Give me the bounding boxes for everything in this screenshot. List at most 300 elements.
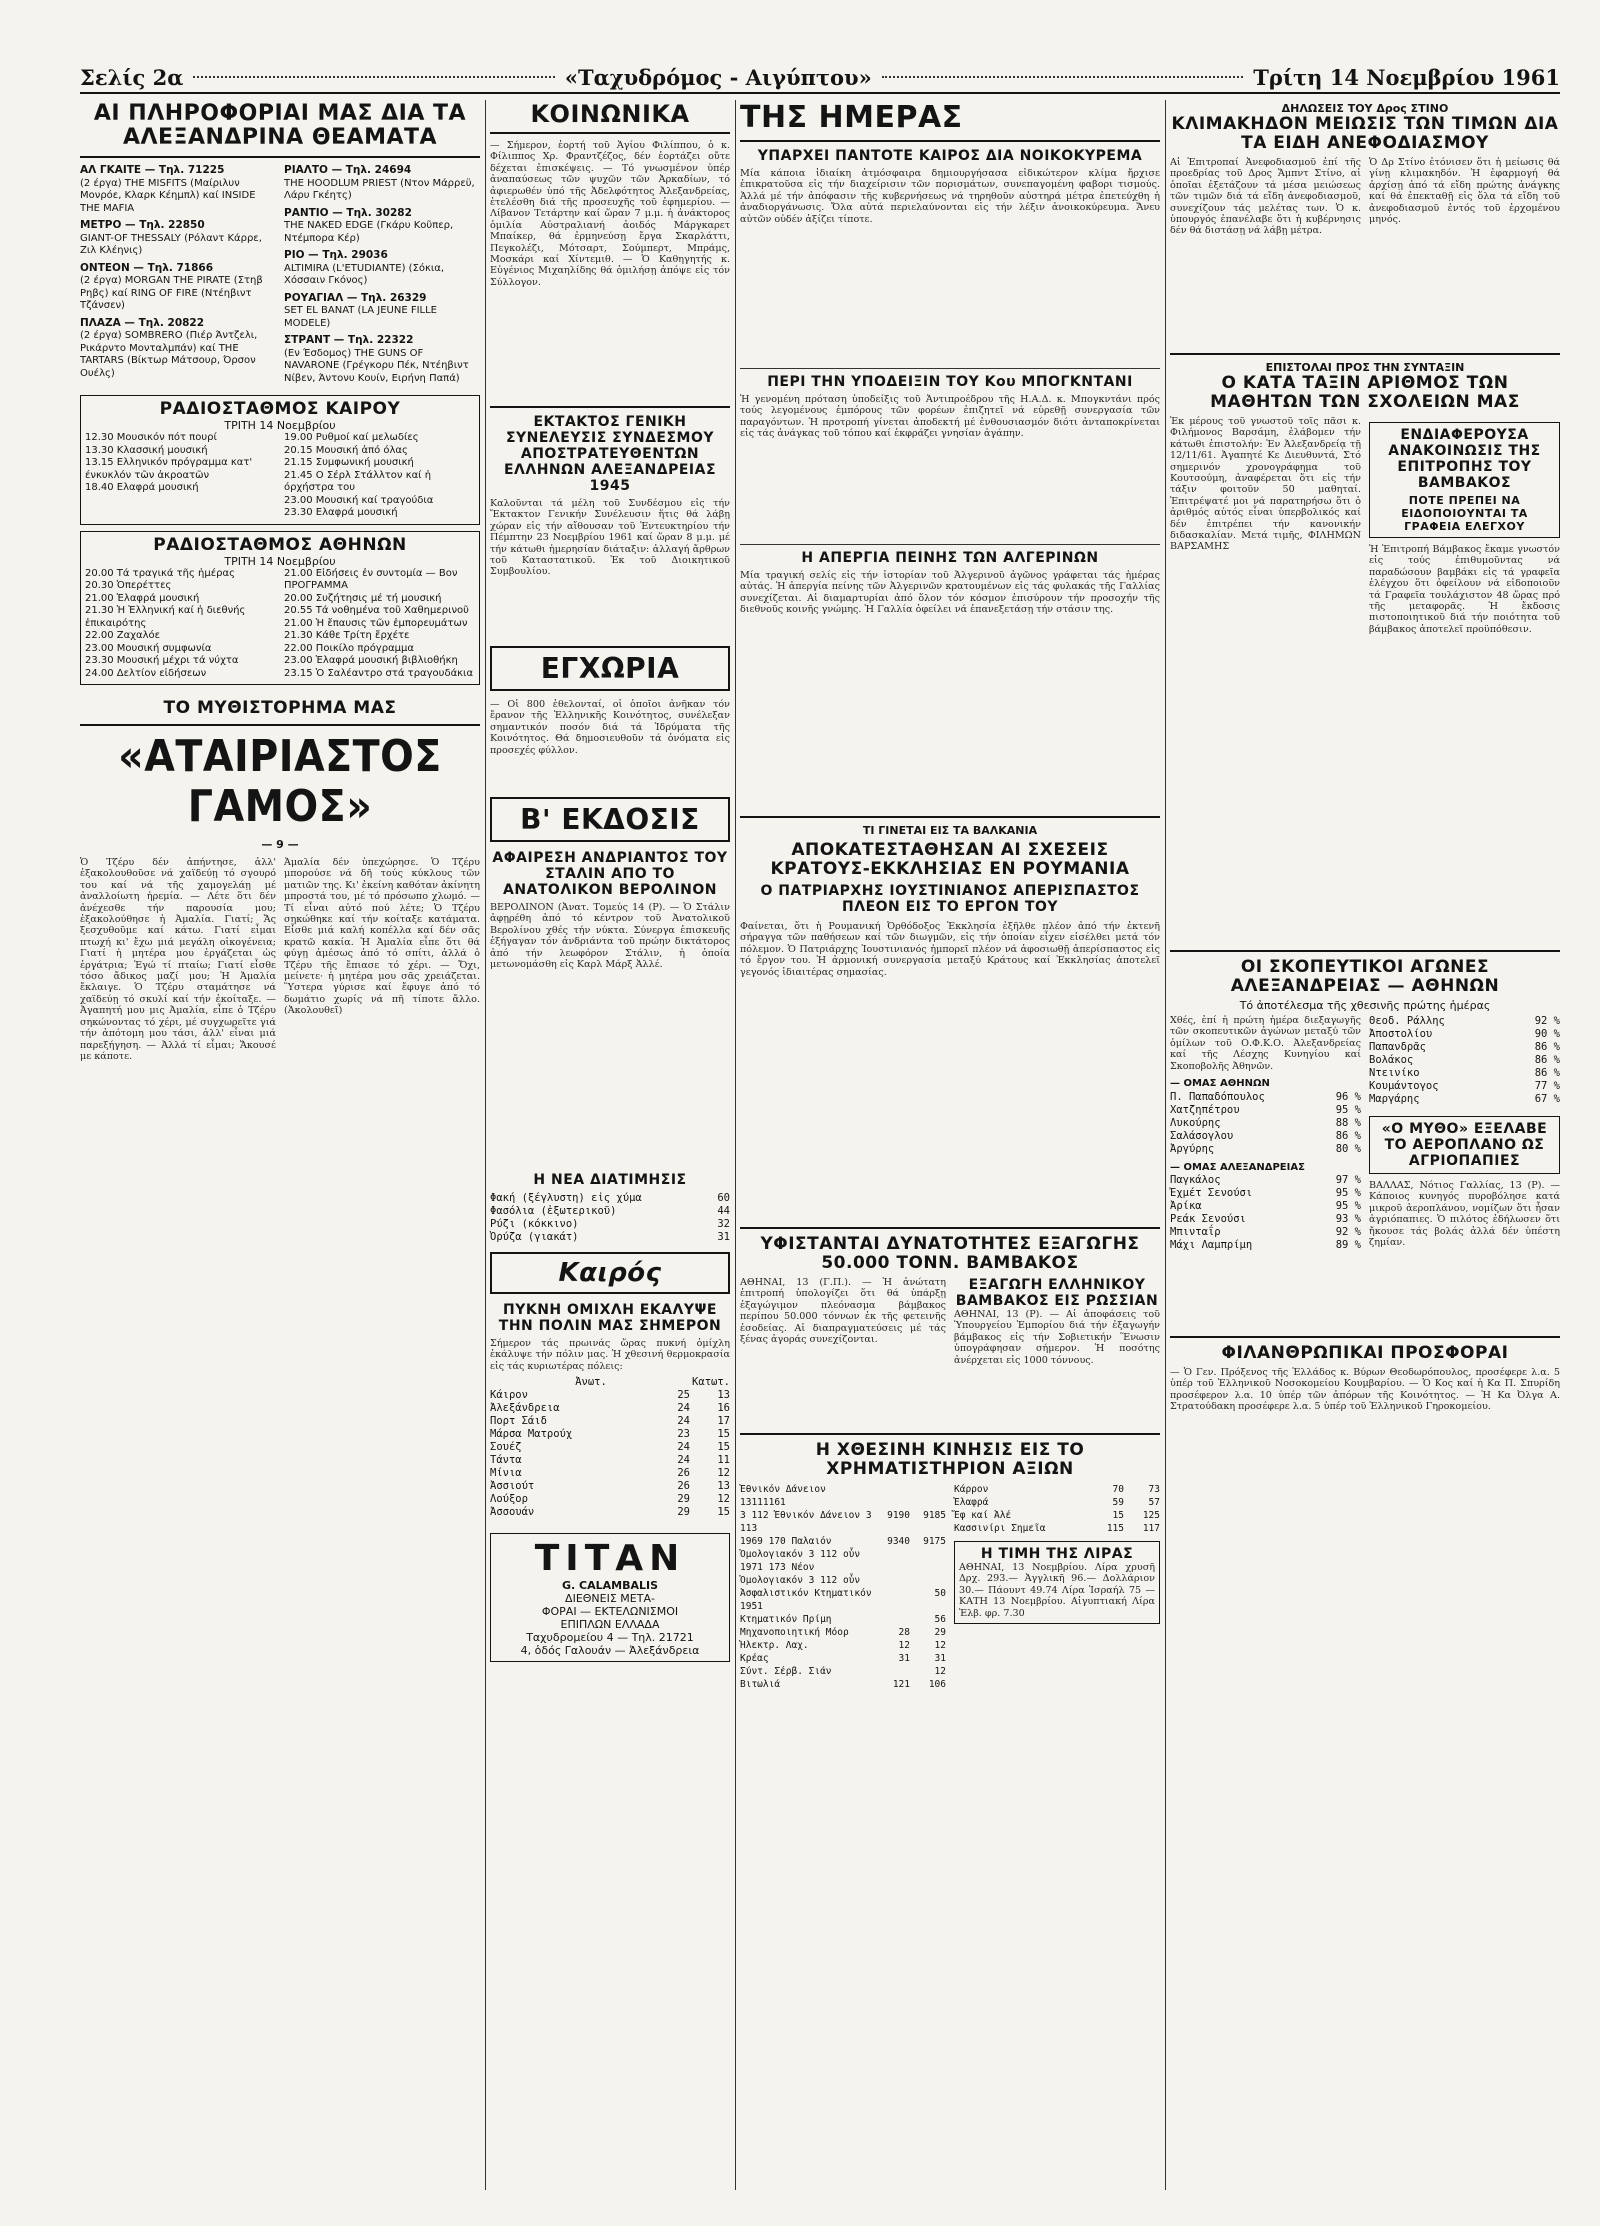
score-name: Π. Παπαδόπουλος	[1170, 1090, 1265, 1103]
titan-ad-line: Ταχυδρομείου 4 — Τηλ. 21721	[526, 1631, 694, 1645]
cinema-item	[284, 207, 480, 246]
score-group-label: — ΟΜΑΣ ΑΘΗΝΩΝ	[1170, 1078, 1270, 1090]
column-rule	[735, 100, 736, 2190]
stalin-text: ΒΕΡΟΛΙΝΟΝ (Ἀνατ. Τομεύς 14 (Ρ). — Ὁ Στάλιν ἀφῃρέθη ἀπό τό κέντρον τοῦ Ἀνατολικοῦ Βερολίνου χθές τήν νύκτα. Σύνεργα ἐπισκευῆς ἐξήγαγαν τόν ἀνδριάντα τοῦ πρώην δικτάτορος ἀπό τήν λεωφόρον Στάλιν, ἡ ὁποία μετωνομάσθη εἰς Καρλ Μάρξ Ἀλλέ.	[490, 902, 730, 971]
radio-athens-title: ΡΑΔΙΟΣΤΑΘΜΟΣ ΑΘΗΝΩΝ	[153, 534, 407, 555]
section-title: ΤΗΣ ΗΜΕΡΑΣ	[740, 100, 963, 135]
radio-program-item: 12.30 Μουσικόν πότ πουρί	[85, 432, 217, 443]
stock-value-a: 59	[1112, 1497, 1124, 1508]
stock-value-b: 106	[928, 1679, 946, 1690]
cinema-name: ΟΝΤΕΟΝ — Τηλ. 71866	[80, 261, 214, 274]
radio-program-item: 21.00 Ἐλαφρά μουσική	[85, 592, 200, 604]
score-name: Ἀποστολίου	[1369, 1028, 1433, 1040]
social-text: — Σήμερον, ἑορτή τοῦ Ἁγίου Φιλίππου, ὁ κ. Φίλιππος Χρ. Φραντζέζος, δέν ἑορτάζει οὔτε δέχεται ἐπισκέψεις. — Τό γνωσμένον ὑπέρ ἀναπαύσεως τῶν ψυχῶν τῶν Ἀρκαδίων, τό ἀφιερωθέν ὑπό τῆς Ἀδελφότητος Ἀλεξανδρείας, ἐτελέσθη διά τῆς προσευχῆς τοῦ ἐφημερίου. — Λίβανον Τετάρτην καί ὥραν 7 μ.μ. ἡ ἀνάκτορος ὁμιλία Αὐστραλιανή ἀοιδός Μάργκαρετ Μπαίκερ, θά ἐρμηνεύσῃ ἔργα Σκαρλάττι, Πεγκολέζι, Μότσαρτ, Σούμπερτ, Μπράμς, Μοσκάρι καί Χίντεμιθ. — Ὁ Καθηγητής κ. Εὐγένιος Μιχαηλίδης θά ὁμιλήσῃ ἀπόψε εἰς τόν Σύλλογον.	[490, 140, 730, 288]
score-value: 95 %	[1335, 1187, 1361, 1200]
score-name: Ντεινίκο	[1369, 1067, 1420, 1079]
radio-program-item: 22.00 Ζαχαλόε	[85, 630, 161, 641]
meeting-title: ΕΚΤΑΚΤΟΣ ΓΕΝΙΚΗ ΣΥΝΕΛΕΥΣΙΣ ΣΥΝΔΕΣΜΟΥ ΑΠΟΣΤΡΑΤΕΥΘΕΝΤΩΝ ΕΛΛΗΝΩΝ ΑΛΕΞΑΝΔΡΕΙΑΣ 1945	[503, 414, 717, 494]
score-value: 96 %	[1335, 1090, 1361, 1103]
score-value: 67 %	[1534, 1093, 1560, 1105]
stock-row	[740, 1535, 946, 1561]
score-name: Ἀρίκα	[1170, 1200, 1202, 1213]
radio-program-item: 23.30 Ελαφρά μουσική	[284, 507, 398, 518]
stock-value-b: 73	[1148, 1484, 1160, 1495]
social-title: ΚΟΙΝΩΝΙΚΑ	[530, 100, 690, 128]
titan-ad-line: 4, ὁδός Γαλουάν — Ἀλεξάνδρεια	[520, 1644, 700, 1658]
weather-city: Τάντα	[490, 1454, 522, 1467]
cinema-name: ΑΛ ΓΚΑΙΤΕ — Τηλ. 71225	[80, 164, 225, 176]
radio-program-item: 13.30 Κλασσική μουσική	[85, 444, 208, 456]
cotton-notice-text: Ἡ Ἐπιτροπή Βάμβακος ἔκαμε γνωστόν εἰς τούς ἐπιθυμοῦντας νά παραδώσουν βαμβάκι εἰς τά γραφεῖα ἐλέγχου ὅτι ὀφείλουν νά εἰδοποιοῦν τά Γραφεῖα τουλάχιστον 48 ὥρας πρό τῆς μεταφορᾶς. Ἡ ἔκδοσις πιστοποιητικοῦ διά τήν ποιότητα τοῦ βάμβακος ἀποτελεῖ προϋπόθεσιν.	[1369, 544, 1560, 635]
stock-row	[954, 1496, 1160, 1509]
cinema-name: ΠΛΑΖΑ — Τηλ. 20822	[80, 316, 205, 329]
stock-name: 1971 173 Νέον Ὁμολογιακόν 3 112 οὖν	[740, 1562, 861, 1586]
price-value: 60	[717, 1192, 730, 1204]
score-row	[1170, 1130, 1361, 1143]
score-row	[1369, 1054, 1560, 1067]
new-prices-list	[490, 1192, 730, 1244]
stock-title: Η ΧΘΕΣΙΝΗ ΚΙΝΗΣΙΣ ΕΙΣ ΤΟ ΧΡΗΜΑΤΙΣΤΗΡΙΟΝ ΑΞΙΩΝ	[815, 1440, 1085, 1479]
score-row	[1170, 1239, 1361, 1252]
weather-row	[490, 1454, 730, 1467]
weather-row	[490, 1506, 730, 1519]
stock-value-b: 117	[1142, 1523, 1160, 1534]
weather-high: 23	[677, 1428, 690, 1441]
stock-value-b	[910, 1561, 946, 1587]
cinema-name: ΡΟΥΑΓΙΑΛ — Τηλ. 26329	[284, 291, 427, 304]
gold-box	[954, 1541, 1160, 1624]
score-row	[1170, 1226, 1361, 1239]
weather-low: 15	[717, 1428, 730, 1441]
stock-value-a	[874, 1613, 910, 1626]
weather-city: Ἀλεξάνδρεια	[490, 1402, 560, 1415]
myth-text: ΒΑΛΛΑΣ, Νότιος Γαλλίας, 13 (Ρ). — Κάποιος κυνηγός πυροβόλησε κατά μικροῦ ἀεροπλάνου, νομίζων ὅτι ἦσαν ἀγριόπαπιες. Ὁ πιλότος ἐδήλωσεν ὅτι ἤκουσε τάς βολάς ἀλλά δέν ὑπέστη ζημίαν.	[1369, 1180, 1560, 1249]
stock-value-b: 12	[934, 1666, 946, 1677]
score-name: Κουμάντογος	[1369, 1080, 1439, 1092]
cinema-desc: SET EL BANAT (LA JEUNE FILLE MODELE)	[284, 305, 438, 329]
weather-high: 25	[677, 1389, 690, 1402]
cinema-desc: (2 έργα) THE MISFITS (Μαίριλυν Μονρόε, Κλαρκ Κέημπλ) καί INSIDE THE MAFIA	[80, 177, 256, 214]
weather-high: 26	[677, 1467, 690, 1480]
radio-athens-box	[80, 531, 480, 686]
titan-ad-line: ΦΟΡΑΙ — ΕΚΤΕΛΩΝΙΣΜΟΙ	[541, 1605, 679, 1619]
cinema-listings	[80, 164, 480, 389]
cinema-name: ΡΑΝΤΙΟ — Τηλ. 30282	[284, 206, 412, 219]
score-row	[1369, 1041, 1560, 1054]
column-1	[80, 102, 480, 1927]
weather-high: 26	[677, 1480, 690, 1493]
cinema-desc: ALTIMIRA (L'ETUDIANTE) (Σόκια, Χόσσαιν Γκόνος)	[284, 262, 445, 286]
score-row	[1170, 1117, 1361, 1130]
price-value: 31	[717, 1231, 730, 1243]
weather-city: Ἀσσουάν	[490, 1506, 535, 1519]
radio-program-item: 23.00 Ἐλαφρά μουσική βιβλιοθήκη	[284, 655, 458, 666]
stock-row	[740, 1639, 946, 1652]
shooting-sub: Τό ἀποτέλεσμα τῆς χθεσινῆς πρώτης ἡμέρας	[1239, 999, 1491, 1012]
titan-ad-name: ΤΙΤΑΝ	[534, 1538, 686, 1580]
cinema-item	[80, 219, 276, 258]
cinema-name: ΡΙΑΛΤΟ — Τηλ. 24694	[284, 164, 412, 176]
shooting-scores	[1170, 1078, 1361, 1252]
radio-program-item: 20.00 Τά τραγικά τῆς ἡμέρας	[85, 567, 235, 579]
letters-label: ΕΠΙΣΤΟΛΑΙ ΠΡΟΣ ΤΗΝ ΣΥΝΤΑΞΙΝ	[1265, 361, 1465, 374]
stock-value-a	[874, 1665, 910, 1678]
stock-value-b: 56	[934, 1614, 946, 1625]
radio-program-item: 20.30 Ὀπερέττες	[85, 580, 172, 591]
weather-city: Λούξορ	[490, 1493, 528, 1506]
weather-low: 16	[717, 1402, 730, 1415]
column-4	[1170, 102, 1560, 1547]
weather-row	[490, 1467, 730, 1480]
radio-program-item: 18.40 Ελαφρά μουσική	[85, 482, 199, 493]
stino-title: ΚΛΙΜΑΚΗΔΟΝ ΜΕΙΩΣΙΣ ΤΩΝ ΤΙΜΩΝ ΔΙΑ ΤΑ ΕΙΔΗ ΑΝΕΦΟΔΙΑΣΜΟΥ	[1171, 114, 1559, 153]
weather-headline: ΠΥΚΝΗ ΟΜΙΧΛΗ ΕΚΑΛΥΨΕ ΤΗΝ ΠΟΛΙΝ ΜΑΣ ΣΗΜΕΡΟΝ	[498, 1302, 722, 1334]
weather-city: Ἀσσιούτ	[490, 1480, 535, 1493]
stock-value-b: 125	[1142, 1510, 1160, 1521]
masthead	[80, 62, 1560, 94]
weather-row	[490, 1480, 730, 1493]
weather-city: Σουέζ	[490, 1441, 522, 1454]
cinema-desc: (2 έργα) MORGAN THE PIRATE (Στηβ Ρηβς) καί RING OF FIRE (Ντέηβιντ Τζάνσεν)	[80, 275, 263, 311]
weather-city: Πορτ Σάιδ	[490, 1415, 547, 1428]
letters-text: Ἐκ μέρους τοῦ γνωστοῦ τοῖς πᾶσι κ. Φιλήμονος Βαρσάμη, ἐλάβομεν τήν κάτωθι ἐπιστολήν: Ἐν Ἀλεξανδρείᾳ τῇ 12/11/61. Ἀγαπητέ Κε Διευθυντά, Στό σημερινόν χρονογράφημα τοῦ Κουτσούμη, ἀναφέρεται ὅτι εἰς τήν τάξιν φοιτοῦν 50 μαθηταί. Ἐπιτρέψατέ μοι νά παρατηρήσω ὅτι ὁ ἀριθμός αὐτός εἶναι ὑπερβολικός καί δέν ἐπιτρέπει τήν κανονικήν διδασκαλίαν. Μετά τιμῆς, ΦΙΛΗΜΩΝ ΒΑΡΣΑΜΗΣ	[1170, 416, 1361, 553]
stock-value-b: 12	[934, 1640, 946, 1651]
weather-low: 12	[717, 1493, 730, 1506]
stock-row	[740, 1665, 946, 1678]
radio-cairo-title: ΡΑΔΙΟΣΤΑΘΜΟΣ ΚΑΙΡΟΥ	[159, 399, 401, 419]
radio-program-item: 20.15 Μουσική ἀπό όλας	[284, 444, 408, 456]
issue-date: Τρίτη 14 Νοεμβρίου 1961	[1253, 64, 1560, 90]
stock-value-b: 50	[934, 1588, 946, 1599]
price-item: Φασόλια (ἐξωτερικοῦ)	[490, 1205, 617, 1217]
price-value: 32	[717, 1218, 730, 1230]
stock-name: 3 112 Ἐθνικόν Δάνειον 3 113	[740, 1510, 872, 1534]
stock-value-a: 31	[898, 1653, 910, 1664]
weather-row	[490, 1402, 730, 1415]
score-value: 86 %	[1534, 1041, 1560, 1053]
weather-low: 15	[717, 1441, 730, 1454]
stock-value-b: 9175	[923, 1536, 946, 1547]
cinema-desc: GIANT-OF THESSALY (Ρόλαντ Κάρρε, Ζιλ Κλέηνις)	[80, 232, 262, 256]
score-row	[1369, 1028, 1560, 1041]
score-row	[1369, 1080, 1560, 1093]
radio-cairo-date: ΤΡΙΤΗ 14 Νοεμβρίου	[224, 419, 336, 432]
weather-low: 17	[717, 1415, 730, 1428]
score-row	[1170, 1213, 1361, 1226]
myth-box	[1369, 1116, 1560, 1174]
novel-part: — 9 —	[261, 838, 299, 851]
balkans-label: ΤΙ ΓΙΝΕΤΑΙ ΕΙΣ ΤΑ ΒΑΛΚΑΝΙΑ	[862, 824, 1038, 837]
score-row	[1369, 1093, 1560, 1106]
titan-ad-sub: G. CALAMBALIS	[561, 1579, 658, 1593]
score-row	[1170, 1174, 1361, 1187]
score-name: Ἐχμέτ Σενούσι	[1170, 1187, 1253, 1200]
score-value: 92 %	[1534, 1015, 1560, 1027]
score-row	[1170, 1091, 1361, 1104]
stock-row	[954, 1522, 1160, 1535]
stalin-headline: ΑΦΑΙΡΕΣΗ ΑΝΔΡΙΑΝΤΟΣ ΤΟΥ ΣΤΑΛΙΝ ΑΠΟ ΤΟ ΑΝΑΤΟΛΙΚΟΝ ΒΕΡΟΛΙΝΟΝ	[492, 850, 728, 898]
radio-athens-date: ΤΡΙΤΗ 14 Νοεμβρίου	[224, 554, 336, 568]
stock-name: Κτηματικόν Πρίμη	[740, 1614, 832, 1625]
gold-title: Η ΤΙΜΗ ΤΗΣ ΛΙΡΑΣ	[980, 1546, 1134, 1562]
stock-row	[740, 1652, 946, 1665]
stock-row	[740, 1483, 946, 1509]
cinema-item	[284, 249, 480, 288]
radio-program-item: 21.00 Εἰδήσεις ἐν συντομία — Βον ΠΡΟΓΡΑΜΜΑ	[284, 567, 458, 591]
meeting-text: Καλοῦνται τά μέλη τοῦ Συνδέσμου εἰς τήν Ἔκτακτον Γενικήν Συνέλευσιν ἥτις θά λάβῃ χώραν εἰς τήν αἴθουσαν τοῦ Ἐντευκτηρίου τήν Πέμπτην 23 Νοεμβρίου 1961 καί ὥραν 8 μ.μ. μέ τήν κάτωθι ἡμερησίαν διάταξιν: ἀλλαγή ἄρθρων τοῦ Καταστατικοῦ. Ἐκ τοῦ Διοικητικοῦ Συμβουλίου.	[490, 498, 730, 578]
cinema-item	[284, 292, 480, 331]
weather-low: 11	[717, 1454, 730, 1467]
radio-program-item: 24.00 Δελτίον εἰδήσεων	[85, 667, 207, 679]
stock-row	[740, 1587, 946, 1613]
local-news-text: — Οἱ 800 ἐθελονταί, οἱ ὁποῖοι ἀνῆκαν τόν ἔρανον τῆς Ἑλληνικῆς Κοινότητος, συνέλεξαν σημαντικόν ποσόν διά τά Ἱδρύματα τῆς Κοινότητος. Θά δημοσιευθοῦν τά ὀνόματα εἰς προσεχές φύλλον.	[490, 699, 730, 756]
local-news-brand: ΕΓΧΩΡΙΑ	[490, 646, 730, 691]
stock-name: Ἀσφαλιστικόν Κτηματικόν 1951	[740, 1588, 872, 1612]
score-name: Μπινταΐρ	[1170, 1226, 1221, 1239]
charity-title: ΦΙΛΑΝΘΡΩΠΙΚΑΙ ΠΡΟΣΦΟΡΑΙ	[1221, 1343, 1509, 1363]
weather-high: 24	[677, 1441, 690, 1454]
weather-high: 24	[677, 1402, 690, 1415]
weather-low: 13	[717, 1389, 730, 1402]
article-3-text: Μία τραγική σελίς εἰς τήν ἱστορίαν τοῦ Ἀλγερινοῦ ἀγῶνος γράφεται τάς ἡμέρας αὐτάς. Ἡ ἀπεργία πείνης τῶν Ἀλγερινῶν κρατουμένων εἰς τάς φυλακάς τῆς Γαλλίας συνεχίζεται. Αἱ διαμαρτυρίαι ἀπό ὅλον τόν κόσμον ἐπισύρουν τήν προσοχήν τῆς διεθνοῦς κοινῆς γνώμης. Ἡ Γαλλία ὀφείλει νά ἐπανεξετάσῃ τήν στάσιν της.	[740, 570, 1160, 616]
cinema-item	[80, 164, 276, 215]
second-edition-brand: Β' ΕΚΔΟΣΙΣ	[490, 797, 730, 842]
weather-city: Μάρσα Ματρούχ	[490, 1428, 573, 1441]
stock-table-right	[954, 1483, 1160, 1535]
stino-text-left: Αἱ Ἐπιτροπαί Ἀνεφοδιασμοῦ ἐπί τῆς προεδρίας τοῦ Δρος Ἄμπντ Στίνο, αἱ ὁποῖαι ἐξετάζουν τά μέσα μειώσεως τῶν τιμῶν διά τά εἴδη ἀνεφοδιασμοῦ, συνεχίζουν τάς μελέτας των. Ὁ κ. ὑπουργός ἐπανέλαβε ὅτι ἡ κυβέρνησις δέν θά διστάσῃ νά λάβῃ μέτρα.	[1170, 157, 1361, 237]
weather-low: 13	[717, 1480, 730, 1493]
score-row	[1170, 1104, 1361, 1117]
weather-high: 29	[677, 1493, 690, 1506]
stock-value-b: 57	[1148, 1497, 1160, 1508]
new-prices-title: Η ΝΕΑ ΔΙΑΤΙΜΗΣΙΣ	[533, 1172, 687, 1188]
stock-row	[740, 1626, 946, 1639]
cotton-russia-title: ΕΞΑΓΩΓΗ ΕΛΛΗΝΙΚΟΥ ΒΑΜΒΑΚΟΣ ΕΙΣ ΡΩΣΣΙΑΝ	[955, 1277, 1159, 1309]
score-value: 93 %	[1335, 1213, 1361, 1226]
weather-row	[490, 1493, 730, 1506]
charity-text: — Ὁ Γεν. Πρόξενος τῆς Ἑλλάδος κ. Βύρων Θεοδωρόπουλος, προσέφερε λ.α. 5 ὑπέρ τοῦ Ἑλληνικοῦ Νοσοκομείου Κουμβαρίου. — Ὁ Κος καί ἡ Κα Π. Σπυρίδη προσέφερον λ.α. 10 ὑπέρ τῶν ἀπόρων τῆς Κοινότητος. — Ἡ Κα Ὀλγα Α. Στρατούδακη προσέφερε λ.α. 5 ὑπέρ τοῦ Ἑλληνικοῦ Γηροκομείου.	[1170, 1367, 1560, 1413]
score-value: 86 %	[1335, 1129, 1361, 1142]
score-row	[1170, 1143, 1361, 1156]
cotton-notice-box	[1369, 422, 1560, 538]
article-2-title: ΠΕΡΙ ΤΗΝ ΥΠΟΔΕΙΞΙΝ ΤΟΥ Κου ΜΠΟΓΚΝΤΑΝΙ	[767, 374, 1133, 390]
score-value: 92 %	[1335, 1226, 1361, 1239]
myth-title: «Ο ΜΥΘΟ» ΕΞΕΛΑΒΕ ΤΟ ΑΕΡΟΠΛΑΝΟ ΩΣ ΑΓΡΙΟΠΑΠΙΕΣ	[1381, 1121, 1548, 1169]
cinema-desc: (2 έργα) SOMBRERO (Πιέρ Άντζελι, Ρικάρντο Μονταλμπάν) καί THE TARTARS (Βίκτωρ Μάτσουρ, Όρσον Ουέλς)	[80, 330, 258, 379]
weather-brand: Καιρός	[490, 1252, 730, 1294]
cinema-desc: THE NAKED EDGE (Γκάρυ Κοῦπερ, Ντέμπορα Κέρ)	[284, 220, 454, 244]
article-1-text: Μία κάποια ἰδιαίκη ἀτμόσφαιρα δημιουργήσασα εἰδικώτερον κλίμα ἤρχισε ἐπικρατοῦσα εἰς τήν διαχείρισιν τῶν πορισμάτων, συνεπαγομένη φαβορι τισμούς. Ἀλλά μέ τήν ἀπόφασιν τῆς κυβερνήσεως νά τηρηθοῦν αὐστηρά μέτρα ἐπετεύχθη ἡ ἀναδιοργάνωσις. Ὄλα αὐτά περιελαύνονται εἰς τήν λέξιν ἀνοικοκύρευμα. Ἄνευ αὐτῶν οὐδέν ἀξίζει τίποτε.	[740, 168, 1160, 225]
weather-city: Μίνια	[490, 1467, 522, 1480]
stock-value-a: 115	[1106, 1523, 1124, 1534]
cotton-notice-sub: ΠΟΤΕ ΠΡΕΠΕΙ ΝΑ ΕΙΔΟΠΟΙΟΥΝΤΑΙ ΤΑ ΓΡΑΦΕΙΑ ΕΛΕΓΧΟΥ	[1401, 494, 1528, 533]
price-item: Φακή (ξέγλυστη) εἰς χύμα	[490, 1192, 642, 1204]
stock-value-b	[910, 1483, 946, 1509]
stock-value-a	[874, 1483, 910, 1509]
stock-name: Κάρρον	[954, 1484, 989, 1495]
page-number: Σελίς 2α	[80, 64, 184, 90]
cinema-name: ΜΕΤΡΟ — Τηλ. 22850	[80, 219, 205, 231]
score-group-label: — ΟΜΑΣ ΑΛΕΞΑΝΔΡΕΙΑΣ	[1170, 1161, 1305, 1173]
cotton-export-title: ΥΦΙΣΤΑΝΤΑΙ ΔΥΝΑΤΟΤΗΤΕΣ ΕΞΑΓΩΓΗΣ 50.000 ΤΟΝΝ. ΒΑΜΒΑΚΟΣ	[760, 1234, 1140, 1273]
radio-program-item: 20.55 Τά νοθημένα τοῦ Χαθημερινοῦ	[284, 605, 469, 616]
stock-value-a: 15	[1112, 1510, 1124, 1521]
score-name: Λυκούρης	[1170, 1116, 1221, 1129]
radio-program-item: 21.00 Ἡ ἔπαυσις τῶν ἐμπορευμάτων	[284, 617, 468, 629]
score-name: Θεοδ. Ράλλης	[1369, 1015, 1445, 1027]
score-value: 95 %	[1335, 1200, 1361, 1213]
price-row	[490, 1231, 730, 1244]
stock-value-a: 28	[898, 1627, 910, 1638]
stock-value-b: 29	[934, 1627, 946, 1638]
shooting-scores-right	[1369, 1015, 1560, 1106]
column-rule	[485, 100, 486, 2190]
stock-value-a: 9340	[887, 1536, 910, 1547]
stock-value-a: 121	[892, 1679, 910, 1690]
score-name: Μάχι Λαμπρίμη	[1170, 1239, 1253, 1252]
score-name: Ἀργύρης	[1170, 1142, 1215, 1155]
weather-table	[490, 1376, 730, 1519]
cinema-name: ΡΙΟ — Τηλ. 29036	[284, 249, 388, 261]
price-item: Ρύζι (κόκκινο)	[490, 1218, 579, 1230]
shooting-title: ΟΙ ΣΚΟΠΕΥΤΙΚΟΙ ΑΓΩΝΕΣ ΑΛΕΞΑΝΔΡΕΙΑΣ — ΑΘΗΝΩΝ	[1230, 957, 1500, 996]
score-name: Ρεάκ Σενούσι	[1170, 1213, 1246, 1226]
weather-low: 12	[717, 1467, 730, 1480]
stock-name: Βιτωλιά	[740, 1679, 781, 1690]
weather-header-cell: Κατωτ.	[692, 1376, 730, 1389]
radio-program-item: 21.30 Ἡ Ἑλληνική καί ἡ διεθνής ἐπικαιρότης	[85, 605, 246, 629]
radio-program-item: 21.30 Κάθε Τρίτη ἔρχέτε	[284, 630, 410, 641]
radio-program-item: 21.15 Συμφωνική μουσική	[284, 457, 414, 468]
radio-program-item: 23.30 Μουσική μέχρι τά νύχτα	[85, 655, 239, 666]
score-value: 97 %	[1335, 1174, 1361, 1187]
titan-ad-line: ΔΙΕΘΝΕΙΣ ΜΕΤΑ-	[565, 1592, 655, 1606]
stock-name: Μηχανοποιητική Μόορ	[740, 1627, 849, 1638]
score-name: Σαλάσογλου	[1170, 1129, 1234, 1142]
theatres-title: ΑΙ ΠΛΗΡΟΦΟΡΙΑΙ ΜΑΣ ΔΙΑ ΤΑ ΑΛΕΞΑΝΔΡΙΝΑ ΘΕΑΜΑΤΑ	[93, 101, 467, 150]
cinema-desc: (Εν Έσδομος) THE GUNS OF NAVARONE (Γρέγκορυ Πέκ, Ντέηβιντ Νίβεν, Άντονυ Κουίν, Ειρήνη Παπά)	[284, 347, 469, 384]
novel-text-left: Ὁ Τζέρυ δέν ἀπήντησε, ἀλλ' ἐξακολουθοῦσε νά χαϊδεύῃ τό σγουρό του καί νά τῆς χαμογελάῃ μέ ἀναλλοίωτη ἠρεμία. — Λέτε ὅτι δέν ἀνέχεσθε τήν παρουσία μου; ἐξακολούθησε ἡ Ἀμαλία. Γιατί; Ἄς ξεσχυθοῦμε καί κάτω. Γιατί εἶμαι πτωχή κι' ἔχω μιά μεγάλη οἰκογένεια; Γιατί ἡ μητέρα μου ἐργάζεται ὡς ἐργάτρια; Ἐγώ τί πταίω; Γιατί εἶσθε τόσο ἄδικος μαζί μου; Ἡ Ἀμαλία ἔκλαιγε. Ὁ Τζέρυ σταμάτησε νά χαϊδεύῃ τό σκυλί καί τήν ἐκοίταξε. — Ἀγαπητή μου μις Ἀμαλία, εἶπε ὁ Τζέρυ σηκώνοντας τό χέρι, μέ συγχωρεῖτε γιά τήν ἀπότομη μου τάσι, ἀλλ' εἶναι μιά παρεξήγηση. — Ἀλλά τί εἶμαι; Ἄκουσέ με κάποτε.	[80, 857, 276, 1062]
radio-cairo-box	[80, 395, 480, 525]
weather-intro: Σήμερον τάς πρωινάς ὥρας πυκνή ὁμίχλη ἐκάλυψε τήν πόλιν μας. Ἡ χθεσινή θερμοκρασία εἰς τάς κυριωτέρας πόλεις:	[490, 1338, 730, 1372]
stock-name: Ἡλεκτρ. Λαχ.	[740, 1640, 809, 1651]
newspaper-name: «Ταχυδρόμος - Αιγύπτου»	[564, 64, 872, 90]
weather-high: 24	[677, 1454, 690, 1467]
weather-row	[490, 1441, 730, 1454]
gold-text: ΑΘΗΝΑΙ, 13 Νοεμβρίου. Λίρα χρυσῆ Δρχ. 293.— Ἀγγλικῆ 96.— Δολλάριον 30.— Πάουντ 49.74 Λίρα Ἰσραήλ 75 — ΚΑΤΗ 13 Νοεμβρίου. Αἰγυπτιακή Λίρα Ἐλβ. φρ. 7.30	[959, 1562, 1155, 1619]
radio-program-item: 23.00 Μουσική συμφωνία	[85, 642, 212, 654]
titan-ad	[490, 1533, 730, 1662]
stock-value-a: 9190	[887, 1510, 910, 1521]
stock-row	[954, 1509, 1160, 1522]
weather-low: 15	[717, 1506, 730, 1519]
score-value: 89 %	[1335, 1239, 1361, 1252]
score-row	[1369, 1067, 1560, 1080]
stock-name: 1969 170 Παλαιόν Ὁμολογιακόν 3 112 οὖν	[740, 1536, 861, 1560]
radio-program-item: 19.00 Ρυθμοί καί μελωδίες	[284, 432, 419, 443]
stock-row	[740, 1678, 946, 1691]
cinema-name: ΣΤΡΑΝΤ — Τηλ. 22322	[284, 334, 414, 346]
column-2	[490, 102, 730, 1668]
radio-program-item: 22.00 Ποικίλο πρόγραμμα	[284, 642, 414, 654]
radio-program-item: 13.15 Ελληνικόν πρόγραμμα κατ' ένκυκλόν τῶν ἀκροατῶν	[85, 457, 253, 481]
balkans-title: ΑΠΟΚΑΤΕΣΤΑΘΗΣΑΝ ΑΙ ΣΧΕΣΕΙΣ ΚΡΑΤΟΥΣ-ΕΚΚΛΗΣΙΑΣ ΕΝ ΡΟΥΜΑΝΙΑ	[770, 840, 1130, 879]
novel-label: ΤΟ ΜΥΘΙΣΤΟΡΗΜΑ ΜΑΣ	[163, 698, 397, 718]
letters-title: Ο ΚΑΤΑ ΤΑΞΙΝ ΑΡΙΘΜΟΣ ΤΩΝ ΜΑΘΗΤΩΝ ΤΩΝ ΣΧΟΛΕΙΩΝ ΜΑΣ	[1210, 373, 1520, 412]
stock-value-a	[874, 1561, 910, 1587]
weather-row	[490, 1415, 730, 1428]
price-row	[490, 1192, 730, 1205]
stock-value-b: 31	[934, 1653, 946, 1664]
radio-program-item: 21.45 Ο Σέρλ Στάλλτον καί ἡ όρχήστρα του	[284, 469, 432, 493]
score-value: 95 %	[1335, 1103, 1361, 1116]
radio-program-item: 20.00 Συζήτησις μέ τή μουσική	[284, 592, 442, 604]
radio-program-item: 23.00 Μουσική καί τραγούδια	[284, 494, 434, 506]
stock-name: Ἐθνικόν Δάνειον 13111161	[740, 1484, 826, 1508]
price-value: 44	[717, 1205, 730, 1217]
stock-row	[954, 1483, 1160, 1496]
stino-text-right: Ὁ Δρ Στίνο ἐτόνισεν ὅτι ἡ μείωσις θά γίνῃ κλιμακηδόν. Ἡ ἐφαρμογή θά ἀρχίσῃ ἀπό τά εἴδη πρώτης ἀνάγκης καί θά ἐπεκταθῇ εἰς ὅλα τά εἴδη τοῦ ἀνεφοδιασμοῦ ἐντός τοῦ ἐρχομένου μηνός.	[1369, 157, 1560, 226]
price-item: Ὀρύζα (γιακάτ)	[490, 1231, 579, 1243]
cinema-item	[284, 334, 480, 385]
score-value: 77 %	[1534, 1080, 1560, 1092]
weather-header-cell: Ἀνωτ.	[575, 1376, 607, 1389]
stock-name: Κρέας	[740, 1653, 769, 1664]
newspaper-page	[10, 10, 1590, 2206]
price-row	[490, 1205, 730, 1218]
score-row	[1170, 1200, 1361, 1213]
cinema-item	[80, 317, 276, 381]
score-value: 88 %	[1335, 1116, 1361, 1129]
cotton-export-text: ΑΘΗΝΑΙ, 13 (Γ.Π.). — Ἡ ἀνώτατη ἐπιτροπή ὑπολογίζει ὅτι θά ὑπάρξῃ ἐξαγώγιμον πλεόνασμα βάμβακος περίπου 50.000 τόννων ἐκ τῆς φετεινῆς ἐσοδείας. Αἱ διαπραγματεύσεις μέ τάς ξένας ἀγοράς συνεχίζονται.	[740, 1277, 946, 1346]
stock-value-a: 70	[1112, 1484, 1124, 1495]
cotton-notice-title: ΕΝΔΙΑΦΕΡΟΥΣΑ ΑΝΑΚΟΙΝΩΣΙΣ ΤΗΣ ΕΠΙΤΡΟΠΗΣ ΤΟΥ ΒΑΜΒΑΚΟΣ	[1388, 427, 1541, 491]
weather-row	[490, 1428, 730, 1441]
weather-header-row	[490, 1376, 730, 1389]
stock-row	[740, 1561, 946, 1587]
score-value: 86 %	[1534, 1054, 1560, 1066]
stock-value-a: 12	[898, 1640, 910, 1651]
radio-program-item: 23.15 Ὁ Σαλέαντρο στά τραγουδάκια	[284, 667, 474, 679]
score-value: 90 %	[1534, 1028, 1560, 1040]
stock-name: Κασσινίρι Σημεῖα	[954, 1523, 1046, 1534]
weather-row	[490, 1389, 730, 1402]
stock-value-b: 9185	[923, 1510, 946, 1521]
score-name: Μαργάρης	[1369, 1093, 1420, 1105]
score-row	[1170, 1187, 1361, 1200]
titan-ad-line: ΕΠΙΠΛΩΝ ΕΛΛΑΔΑ	[560, 1618, 660, 1632]
column-rule	[1165, 100, 1166, 2190]
weather-high: 24	[677, 1415, 690, 1428]
cotton-russia-text: ΑΘΗΝΑΙ, 13 (Ρ). — Αἱ ἀποφάσεις τοῦ Ὑπουργείου Ἐμπορίου διά τήν ἐξαγωγήν βάμβακος εἰς τήν Σοβιετικήν Ἕνωσιν ὑπογράφησαν σήμερον. Ἡ ποσότης ἀνέρχεται εἰς 1000 τόννους.	[954, 1309, 1160, 1366]
score-value: 86 %	[1534, 1067, 1560, 1079]
cinema-item	[80, 262, 276, 313]
score-name: Παγκάλος	[1170, 1174, 1221, 1187]
score-value: 80 %	[1335, 1142, 1361, 1155]
weather-city: Κάιρον	[490, 1389, 528, 1402]
score-name: Χατζηπέτρου	[1170, 1103, 1240, 1116]
column-3	[740, 102, 1160, 1691]
stock-name: Σύντ. Σέρβ. Σιάν	[740, 1666, 832, 1677]
novel-title: «ΑΤΑΙΡΙΑΣΤΟΣ ΓΑΜΟΣ»	[118, 731, 442, 832]
stino-label: ΔΗΛΩΣΕΙΣ ΤΟΥ Δρος ΣΤΙΝΟ	[1281, 102, 1449, 115]
article-3-title: Η ΑΠΕΡΓΙΑ ΠΕΙΝΗΣ ΤΩΝ ΑΛΓΕΡΙΝΩΝ	[801, 550, 1099, 566]
stock-table-left	[740, 1483, 946, 1691]
balkans-text: Φαίνεται, ὅτι ἡ Ρουμανική Ὀρθόδοξος Ἐκκλησία ἐξῆλθε πλέον ἀπό τήν ἐκτενῆ σήραγγα τῶν παθήσεων καί τῶν διωγμῶν, εἰς τήν ὁποίαν εἶχεν εἰσέλθει μετά τόν πόλεμον. Ὁ Πατριάρχης Ἰουστινιανός ἠμπορεῖ πλέον νά ἀφοσιωθῇ ἀπερίσπαστος εἰς τό ἔργον του. Ἡ ἀρμονική συνεργασία μεταξύ Κράτους καί Ἐκκλησίας ἀποτελεῖ γεγονός ἰδιαιτέρας σημασίας.	[740, 921, 1160, 978]
stock-name: Ἐλαφρά	[954, 1497, 989, 1508]
article-1-title: ΥΠΑΡΧΕΙ ΠΑΝΤΟΤΕ ΚΑΙΡΟΣ ΔΙΑ ΝΟΙΚΟΚΥΡΕΜΑ	[757, 148, 1143, 164]
score-row	[1369, 1015, 1560, 1028]
